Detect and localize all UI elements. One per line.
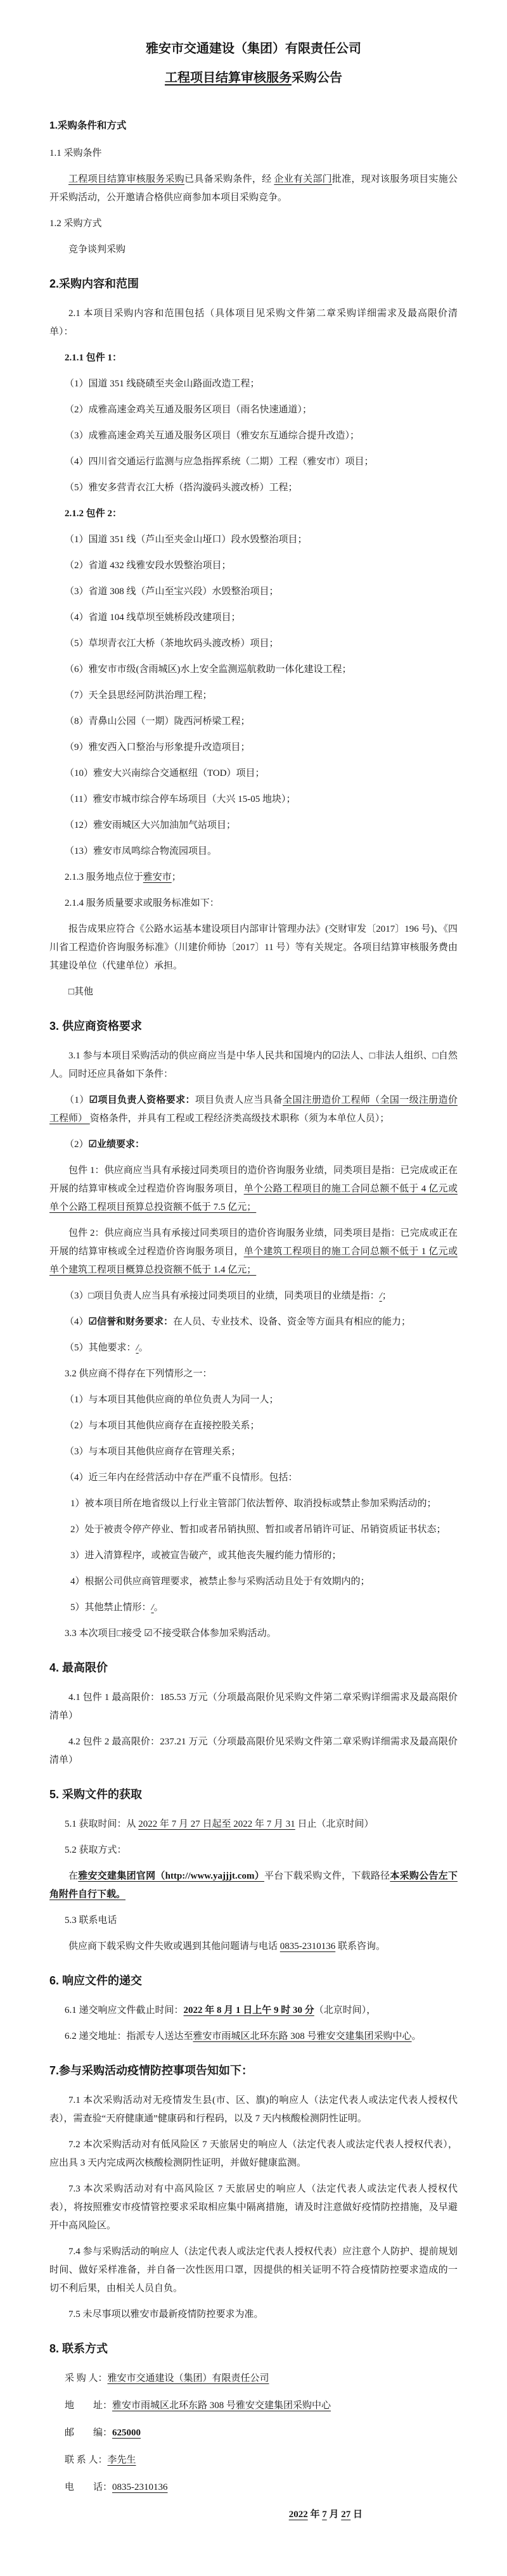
text-run: 4.2 包件 2 最高限价：237.21 万元（分项最高限价见采购文件第二章采购详细需求及最高限价清单） — [49, 1737, 458, 1765]
package2-item — [49, 739, 458, 757]
text-run: 平台下载采购文件，下载路径 — [264, 1871, 390, 1881]
heading-2 — [49, 273, 458, 295]
announcement-date — [49, 2506, 458, 2524]
text-run: 2022 年 8 月 1 日上午 9 时 30 分 — [183, 2005, 314, 2015]
text-run: 在人员、专业技术、设备、资金等方面具有相应的能力； — [172, 1317, 411, 1327]
covid-clause — [49, 2243, 458, 2298]
text-run: 地 址： — [65, 2401, 113, 2411]
text-run: 联 系 人： — [65, 2455, 108, 2465]
text-run: 包件 2：供应商应当具有承接过同类项目的造价咨询服务业绩，同类项目是指：已完成或正在开展的结算审核或全过程造价咨询服务项目， — [49, 1228, 458, 1257]
package1-item — [49, 375, 458, 393]
text-run: （6）雅安市市级(含雨城区)水上安全监测巡航救助一体化建设工程； — [65, 664, 352, 675]
text-run: （8）青鼻山公园（一期）陇西河桥梁工程； — [65, 716, 250, 726]
clause-6-2 — [49, 2027, 458, 2046]
text-run: 雅安市交通建设（集团）有限责任公司 — [146, 42, 361, 56]
prohibited-subitem — [49, 1599, 458, 1617]
text-run: 电 话： — [65, 2482, 113, 2492]
clause-1-2-text — [49, 241, 458, 259]
text-run: 企业有关部门 — [274, 174, 332, 184]
prohibited-subitem — [49, 1547, 458, 1565]
clause-1-1 — [49, 144, 458, 163]
text-run: （4） — [65, 1317, 89, 1327]
text-run: 资格条件，并具有工程或工程经济类高级技术职称（须为本单位人员）； — [89, 1114, 390, 1124]
text-run: 0835-2310136 — [279, 1941, 336, 1951]
text-run: 报告成果应符合《公路水运基本建设项目内部审计管理办法》(交财审发〔2017〕196 号)、《四川省工程造价咨询服务标准》（川建价师协〔2017〕11 号）等有关规定。各项目结算审核服务费由其建设单位（代建单位）承担。 — [49, 924, 458, 971]
text-run: 5. 采购文件的获取 — [49, 1788, 143, 1801]
package1-performance — [49, 1162, 458, 1217]
text-run: （3）□项目负责人应当具有承接过同类项目的业绩，同类项目的业绩是指： — [65, 1291, 380, 1301]
text-run: 月 — [326, 2509, 342, 2520]
text-run: 雅安市雨城区北环东路 308 号雅安交建集团采购中心 — [112, 2401, 331, 2411]
package2-item — [49, 687, 458, 705]
download-help — [49, 1938, 458, 1956]
covid-clause — [49, 2091, 458, 2128]
qualification-item — [49, 1136, 458, 1154]
text-run: （9）雅安西入口整治与形象提升改造项目； — [65, 742, 250, 752]
text-run: □其他 — [68, 987, 94, 997]
text-run: 7.5 未尽事项以雅安市最新疫情防控要求为准。 — [68, 2309, 264, 2319]
text-run: 2.1.1 包件 1： — [65, 353, 122, 363]
text-run: （北京时间）， — [314, 2005, 376, 2015]
clause-2-1 — [49, 305, 458, 341]
clause-2-1-3 — [49, 868, 458, 887]
postcode-line — [49, 2424, 458, 2442]
text-run: ； — [382, 1291, 392, 1301]
text-run: 1.2 采购方式 — [49, 219, 102, 229]
text-run: 项目负责人应当具备 — [195, 1095, 283, 1105]
text-run: 雅安市交通建设（集团）有限责任公司 — [107, 2373, 269, 2383]
package2-item — [49, 583, 458, 601]
address-line — [49, 2397, 458, 2415]
text-run: 7.1 本次采购活动对无疫情发生县(市、区、旗)的响应人（法定代表人或法定代表人授权代表），需查验“天府健康通”健康码和行程码，以及 7 天内核酸检测阴性证明。 — [49, 2095, 458, 2124]
clause-4-2 — [49, 1733, 458, 1770]
package2-item — [49, 557, 458, 575]
text-run: （3）成雅高速金鸡关互通及服务区项目（雅安东互通综合提升改造）； — [65, 431, 360, 441]
text-run: 0835-2310136 — [112, 2482, 168, 2492]
text-run: 7 — [322, 2509, 327, 2520]
clause-2-1-2 — [49, 505, 458, 523]
text-run: （2）省道 432 线雅安段水毁整治项目； — [65, 561, 231, 571]
text-run: （5）草坝青衣江大桥（茶地坎码头渡改桥）项目； — [65, 638, 279, 649]
qualification-item — [49, 1313, 458, 1331]
document-body — [49, 35, 458, 2524]
text-run: 6. 响应文件的递交 — [49, 1974, 143, 1987]
text-run: 7.参与采购活动疫情防控事项告知如下： — [49, 2064, 254, 2077]
text-run: （1）国道 351 线（芦山至夹金山垭口）段水毁整治项目； — [65, 535, 307, 545]
text-run: 4）根据公司供应商管理要求，被禁止参与采购活动且处于有效期内的； — [70, 1577, 370, 1587]
clause-5-3 — [49, 1912, 458, 1930]
text-run: （2）成雅高速金鸡关互通及服务区项目（雨名快速通道）； — [65, 405, 312, 415]
package2-item — [49, 635, 458, 653]
text-run: 工程项目结算审核服务 — [165, 71, 292, 85]
prohibited-subitem — [49, 1495, 458, 1513]
text-run: 2）处于被责令停产停业、暂扣或者吊销执照、暂扣或者吊销许可证、吊销资质证书状态； — [70, 1525, 446, 1535]
text-run: 李先生 — [107, 2455, 136, 2465]
prohibited-item — [49, 1417, 458, 1435]
text-run: 3.1 参与本项目采购活动的供应商应当是中华人民共和国境内的☑法人、□非法人组织、□自然人。同时还应具备如下条件： — [49, 1051, 458, 1079]
prohibited-subitem — [49, 1521, 458, 1539]
contact-person-line — [49, 2451, 458, 2470]
text-run: 雅安交建集团官网（http://www.yajjjt.com） — [78, 1871, 264, 1881]
text-run: 日 — [350, 2509, 363, 2520]
phone-line — [49, 2478, 458, 2497]
text-run: 27 — [341, 2509, 351, 2520]
text-run: 包件 1：供应商应当具有承接过同类项目的造价咨询服务业绩，同类项目是指：已完成或正在开展的结算审核或全过程造价咨询服务项目， — [49, 1165, 458, 1194]
text-run: 5.1 获取时间：从 — [65, 1819, 139, 1829]
package2-item — [49, 609, 458, 627]
text-run: / — [136, 1343, 139, 1353]
text-run: 采购公告 — [292, 71, 342, 85]
prohibited-subitem — [49, 1573, 458, 1591]
heading-4 — [49, 1657, 458, 1678]
package2-item — [49, 661, 458, 679]
text-run: （4）四川省交通运行监测与应急指挥系统（二期）工程（雅安市）项目； — [65, 457, 374, 467]
purchaser-line — [49, 2370, 458, 2388]
text-run: 2.采购内容和范围 — [49, 277, 139, 290]
package1-item — [49, 401, 458, 419]
text-run: （13）雅安市凤鸣综合物流园项目。 — [65, 846, 217, 856]
text-run: （1）与本项目其他供应商的单位负责人为同一人； — [65, 1395, 279, 1405]
package2-item — [49, 842, 458, 861]
prohibited-item — [49, 1469, 458, 1487]
text-run: / — [379, 1291, 382, 1301]
text-run: 在 — [68, 1871, 79, 1881]
text-run: 4. 最高限价 — [49, 1661, 108, 1674]
text-run: 单个建筑工程项目的施工合同总额不低于 1 亿元或单个建筑工程项目概算总投资额不低于 1.4 亿元； — [49, 1247, 458, 1275]
qualification-item — [49, 1091, 458, 1128]
prohibited-item — [49, 1391, 458, 1409]
text-run: / — [151, 1602, 154, 1613]
text-run: 5.2 获取方式： — [65, 1845, 127, 1855]
text-run: 7.2 本次采购活动对有低风险区 7 天旅居史的响应人（法定代表人或法定代表人授权代表），应出具 3 天内完成两次核酸检测阴性证明，并做好健康监测。 — [49, 2140, 458, 2168]
clause-3-1 — [49, 1047, 458, 1084]
clause-3-2 — [49, 1365, 458, 1383]
text-run: 雅安市雨城区北环东路 308 号雅安交建集团采购中心 — [193, 2031, 412, 2041]
text-run: ☑业绩要求： — [88, 1139, 144, 1150]
qualification-item — [49, 1287, 458, 1305]
text-run: （2）与本项目其他供应商存在直接控股关系； — [65, 1421, 260, 1431]
text-run: 日止（北京时间） — [295, 1819, 374, 1829]
text-run: 7.4 参与采购活动的响应人（法定代表人或法定代表人授权代表）应注意个人防护、提前规划时间、做好采样准备，并自备一次性医用口罩，因提供的相关证明不符合疫情防控要求造成的一切不利后果，由相关人员自负。 — [49, 2247, 458, 2294]
text-run: 625000 — [112, 2428, 141, 2438]
text-run: 单个公路工程项目的施工合同总额不低于 4 亿元或单个公路工程项目预算总投资额不低于 7.5 亿元； — [49, 1184, 458, 1212]
text-run: 。 — [138, 1343, 148, 1353]
text-run: 1.采购条件和方式 — [49, 120, 127, 131]
clause-4-1 — [49, 1689, 458, 1725]
text-run: 全国注册造价工程师（全国一级注册造价工程师） — [49, 1095, 458, 1124]
text-run: 本采购公告左下角附件自行下载。 — [49, 1871, 458, 1900]
package1-item — [49, 427, 458, 445]
package2-item — [49, 713, 458, 731]
text-run: 已具备采购条件，经 — [184, 174, 274, 184]
covid-clause — [49, 2180, 458, 2235]
text-run: （5）其他要求： — [65, 1343, 136, 1353]
doc-title-line-1 — [49, 35, 458, 62]
heading-5 — [49, 1784, 458, 1805]
clause-1-1-text — [49, 170, 458, 207]
package2-item — [49, 790, 458, 809]
clause-1-2 — [49, 215, 458, 233]
covid-clause — [49, 2306, 458, 2324]
heading-7 — [49, 2060, 458, 2081]
clause-6-1 — [49, 2002, 458, 2020]
text-run: 供应商下载采购文件失败或遇到其他问题请与电话 — [68, 1941, 280, 1951]
clause-3-3 — [49, 1625, 458, 1643]
covid-clause — [49, 2136, 458, 2173]
text-run: 1）被本项目所在地省级以上行业主管部门依法暂停、取消投标或禁止参加采购活动的； — [70, 1499, 437, 1509]
text-run: 3）进入清算程序，或被宣告破产，或其他丧失履约能力情形的； — [70, 1551, 342, 1561]
package2-item — [49, 816, 458, 835]
clause-5-2 — [49, 1841, 458, 1860]
text-run: （2） — [65, 1139, 89, 1150]
clause-2-1-1 — [49, 349, 458, 367]
text-run: （3）省道 308 线（芦山至宝兴段）水毁整治项目； — [65, 587, 279, 597]
text-run: 2.1.4 服务质量要求或服务标准如下： — [65, 898, 219, 908]
text-run: （4）近三年内在经营活动中存在严重不良情形。包括： — [65, 1473, 298, 1483]
package1-item — [49, 479, 458, 497]
text-run: 工程项目结算审核服务采购 — [68, 174, 185, 184]
qualification-item — [49, 1339, 458, 1357]
text-run: （5）雅安多营青衣江大桥（搭沟漩码头渡改桥）工程； — [65, 483, 298, 493]
text-run: ； — [171, 872, 181, 882]
text-run: （12）雅安雨城区大兴加油加气站项目； — [65, 820, 236, 830]
prohibited-item — [49, 1443, 458, 1461]
text-run: 雅安市 — [143, 872, 172, 882]
text-run: 。 — [153, 1602, 164, 1613]
text-run: 竞争谈判采购 — [68, 244, 126, 255]
package2-item — [49, 765, 458, 783]
heading-3 — [49, 1015, 458, 1037]
text-run: 联系咨询。 — [335, 1941, 386, 1951]
text-run: （11）雅安市城市综合停车场项目（大兴 15-05 地块）； — [65, 794, 296, 804]
text-run: 年 — [307, 2509, 323, 2520]
text-run: 6.2 递交地址：指派专人送达至 — [65, 2031, 193, 2041]
text-run: （3）与本项目其他供应商存在管理关系； — [65, 1447, 241, 1457]
text-run: 2.1.2 包件 2： — [65, 509, 122, 519]
package2-performance — [49, 1224, 458, 1279]
text-run: 3.2 供应商不得存在下列情形之一： — [65, 1369, 212, 1379]
text-run: 5）其他禁止情形： — [70, 1602, 151, 1613]
other-checkbox — [49, 983, 458, 1001]
package1-item — [49, 453, 458, 471]
service-standard-text — [49, 920, 458, 975]
text-run: 2.1 本项目采购内容和范围包括（具体项目见采购文件第二章采购详细需求及最高限价清单）： — [49, 308, 458, 337]
text-run: 3.3 本次项目□接受 ☑不接受联合体参加采购活动。 — [65, 1628, 276, 1639]
heading-1 — [49, 117, 458, 136]
text-run: 3. 供应商资格要求 — [49, 1020, 143, 1032]
text-run: （1）国道 351 线硗碛至夹金山路面改造工程； — [65, 379, 260, 389]
text-run: （10）雅安大兴南综合交通枢纽（TOD）项目； — [65, 768, 265, 778]
text-run: 批准，现对该服务项目实施公开采购活动，公开邀请合格供应商参加本项目采购竞争。 — [49, 174, 458, 203]
text-run: （7）天全县思经河防洪治理工程； — [65, 690, 212, 701]
text-run: 7.3 本次采购活动对有中高风险区 7 天旅居史的响应人（法定代表人或法定代表人授权代表），将按照雅安市疫情管控要求采取相应集中隔离措施，请及时注意做好疫情防控措施，及早避开中高风险区。 — [49, 2184, 458, 2231]
text-run: 2022 — [288, 2509, 308, 2520]
package2-item — [49, 531, 458, 549]
text-run: ☑项目负责人资格要求： — [89, 1095, 195, 1105]
text-run: 。 — [411, 2031, 421, 2041]
heading-8 — [49, 2338, 458, 2359]
text-run: （1） — [65, 1095, 89, 1105]
text-run: 2.1.3 服务地点位于 — [65, 872, 143, 882]
text-run: 5.3 联系电话 — [65, 1915, 117, 1926]
download-instruction — [49, 1867, 458, 1904]
text-run: 1.1 采购条件 — [49, 148, 102, 158]
clause-5-1 — [49, 1815, 458, 1834]
clause-2-1-4 — [49, 894, 458, 913]
text-run: （4）省道 104 线草坝至姚桥段改建项目； — [65, 612, 241, 623]
text-run: 4.1 包件 1 最高限价：185.53 万元（分项最高限价见采购文件第二章采购详细需求及最高限价清单） — [49, 1692, 458, 1721]
text-run: ☑信誉和财务要求： — [88, 1317, 173, 1327]
text-run: 2022 年 7 月 27 日起至 2022 年 7 月 31 — [138, 1819, 295, 1829]
text-run: 邮 编： — [65, 2428, 113, 2438]
heading-6 — [49, 1970, 458, 1991]
text-run: 8. 联系方式 — [49, 2342, 108, 2355]
text-run: 6.1 递交响应文件截止时间： — [65, 2005, 184, 2015]
doc-title-line-2 — [49, 65, 458, 91]
text-run: 采 购 人： — [65, 2373, 108, 2383]
